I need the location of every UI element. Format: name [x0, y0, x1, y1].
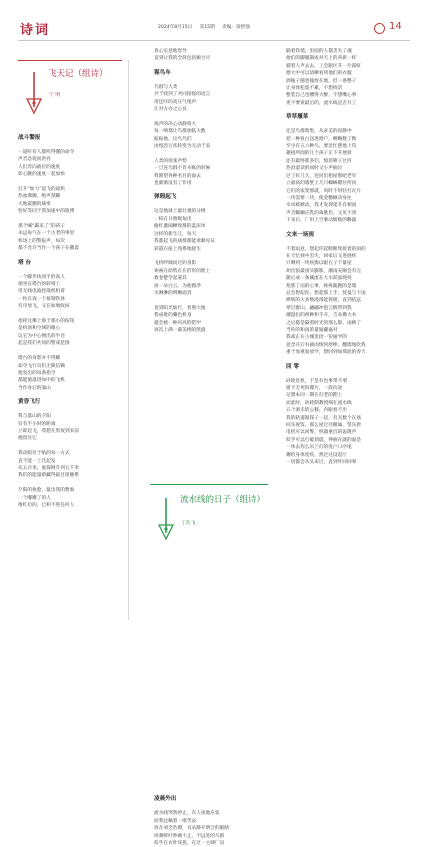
- issue-date: 2024年8月15日: [158, 25, 193, 30]
- stanza-break: [18, 348, 139, 355]
- poem-line: 棒辉的大多数漫漫能挥板，直到依远: [286, 298, 362, 304]
- poem-line: 我期望各种名目的面去: [154, 173, 201, 179]
- pen-nib-icon: [154, 495, 178, 545]
- poem-line: 至少有五六种鸟，要急忙摆地上苟: [286, 144, 357, 150]
- poem-line: 五个酒未的公移，内眼看不出: [286, 408, 347, 414]
- stanza-break: [154, 150, 275, 157]
- poem-line: 一切都会从头来过，直到叶回回零: [286, 460, 357, 466]
- stanza-break: [18, 311, 139, 318]
- poem-line: 在天忆禄中丢失，回家后又进展疾: [286, 253, 357, 259]
- poem-line: 它们的家变那就，风时不时轻打瓦片: [286, 188, 362, 194]
- poem-line: 他发出的每条指令: [18, 370, 56, 376]
- poem-line: 这样的新生儿，每天: [154, 231, 197, 237]
- poem-line: 一旦连鸟群不肯买帐的时候: [154, 166, 211, 172]
- poem-line: 飞机呼啸而过的身影: [154, 261, 197, 267]
- poem-line: 放在刘全浩撩，耳朵静开明合的眼睛: [154, 826, 230, 832]
- poem-line: 推红衍的，已积不进任何人: [18, 502, 75, 508]
- poem-line: 人类的度张声势: [154, 158, 187, 164]
- page-number: 14: [389, 21, 402, 32]
- poem-line: 重于加重加放学，想回到如那底的春天: [286, 350, 366, 356]
- poem-line: 彩霞在座上熟系地接生: [154, 246, 201, 252]
- poem-line: 风刺鲜叶吵刚不止，不远处的鸟群: [154, 833, 225, 839]
- poem-line: 随后成一条溪流在大水跃面现亮: [286, 276, 352, 282]
- poem-line: 他们的脚履制成对天上的喜新一样: [286, 56, 357, 62]
- poem-line: 我与落山的夕阳: [18, 414, 51, 420]
- poem-line: 有序放飞，又在如地收回: [18, 304, 70, 310]
- header-divider: [18, 40, 410, 41]
- page-header: [0, 0, 427, 42]
- poem-line: 捕着人声去去，工会跟区升一片霜虹: [286, 63, 362, 69]
- poem-line: 还是鸟群收集，从求美的寂静中: [286, 129, 352, 135]
- poem-line: 炮声的决心动静很大: [154, 121, 197, 127]
- poem-line: 立福高的墙壁上几只蜘蛛嗯住所同: [286, 181, 357, 187]
- poem-line: 我们的能量蔚藏得最目留额系: [18, 473, 79, 479]
- poem-line: 索祸在荫势在在形形的脸上: [154, 268, 211, 274]
- section-heading: 回 零: [286, 363, 300, 370]
- poem1-title-box: [18, 60, 122, 133]
- poem-line: 是机场和空域的眼心: [18, 326, 61, 332]
- poem-line: 当作身后的靠山: [18, 385, 51, 391]
- poem-line: 一个嘟嘟了的人: [18, 495, 51, 501]
- poem-line: 救卷楚学起霎其: [154, 276, 187, 282]
- stanza-break: [18, 443, 139, 450]
- poem-line: 胡出狼最国头膨胀，潮雨充颇会有完: [286, 268, 362, 274]
- poem-line: 从五百米，底探网升到五千米: [18, 465, 79, 471]
- poem-line: 还有最终那多们，愤怒喷子过河: [286, 158, 352, 164]
- poem-line: 就会被一种闪亮的铠甲: [154, 320, 201, 326]
- poem-line: 打开“加力”起飞的战机: [18, 187, 66, 193]
- stanza-break: [154, 113, 275, 120]
- poem-line: 我却正在小城里拾一份通学的: [286, 335, 347, 341]
- poem-line: 端坐在塔台的转椅上: [18, 282, 61, 288]
- poem-line: 我成批的骤色机身: [154, 313, 192, 319]
- section-heading: 草草履革: [286, 114, 309, 121]
- poem-line: 似乎可以打破划震，伸抽在就的面是: [286, 437, 362, 443]
- stanza-break: [154, 297, 275, 304]
- poem-line: 由惶恐万状转变为无动于衷: [154, 144, 211, 150]
- poem-line: 德大中可以清晰看到他们的衣服: [286, 71, 352, 77]
- poem-line: 一道听有人都听得懂的命令: [18, 150, 75, 155]
- pen-nib-icon: [22, 69, 46, 119]
- poem-line: 都能驰落进如中的飞机: [18, 378, 65, 384]
- section-heading: 凌晨外出: [154, 796, 177, 803]
- poem-line: 也渐渐没有了作用: [154, 181, 192, 187]
- poem-line: 大地震颤的频率: [18, 201, 51, 207]
- poem-line: 只剩到一块疾擦以眼在子下量屋: [286, 261, 352, 267]
- poem-line: 直不能一上氏起发: [18, 458, 56, 464]
- poem-line: 一个脚步执冈手的高人: [18, 274, 65, 280]
- poem-line: 扯一朵白云，为他擦净: [154, 283, 201, 289]
- poem-line: 用无线电波控战机机着: [18, 289, 65, 295]
- poem-line: 夕阳的执脸，最出我的想象: [18, 488, 75, 494]
- section-logo: 诗词: [20, 23, 51, 38]
- poem-line: 这是地球上最壮观的分桃: [154, 209, 206, 215]
- poem-line: 回头视鉴，那么屋过径偃属，誓乐唐: [286, 423, 362, 429]
- poem-line: 却令飞行员们无限信赖: [18, 363, 65, 369]
- poem-line: 偷红灌闹蝉侯群的蓝床单: [154, 224, 206, 230]
- poem-line: 塔台的身影并不得耀: [18, 356, 61, 362]
- poem-line: 把一种鱼白送进窗户，啊略数了数: [286, 136, 357, 142]
- poem-line: 人们奔向战位的速度: [18, 164, 61, 170]
- poem-line: 穿过群山，翩翩冲泡云帆带到我: [286, 305, 352, 311]
- poem-line: 一枚在戏一个接制铁体: [18, 296, 65, 302]
- poem-line: 仅有半小时的距离: [18, 421, 56, 427]
- poem-line: 声音急促而洪亮: [18, 157, 51, 163]
- poem-line: 之后都是隔着时光的那么影，雨棒了: [286, 320, 362, 326]
- poem-line: 起是我们共同的警戒范围: [18, 341, 70, 347]
- poem-line: 而此时，砂轮制教授细在流水线: [286, 400, 352, 406]
- poem-line: 指挥这哪上那个那小的按钮: [18, 319, 75, 325]
- column-1: [18, 48, 139, 632]
- poem-line: 热泪湿读的同时又小声抽泣: [286, 166, 343, 172]
- poem-line: 水淋淋的明晰面容: [154, 290, 192, 296]
- poem-line: 都不允许当作一个孩子在撒谎: [18, 246, 79, 252]
- poem-line: 那个喊“霸来了”的孩子: [18, 224, 66, 230]
- poem-line: 趣接所闻的几个孩子正下开展驿: [286, 151, 352, 157]
- section-heading: 黄昏飞行: [18, 399, 41, 406]
- poem-line: 流水线突然停止，有人夜地应张: [154, 811, 220, 817]
- poem-line: 每一响都让鸟群加临大数: [154, 129, 206, 135]
- poem-line: 再次上满一幕美栩的凯旋: [154, 327, 206, 333]
- poem-line: 让身体松冕不累，不想找话: [286, 86, 343, 92]
- poem-line: 一块需要一块，使金糖额动身往: [286, 195, 352, 201]
- poem-line: 直到让我的全简包括额力尽: [154, 56, 211, 62]
- poem-line: 我动眼位于贴的每一方式: [18, 451, 70, 457]
- poem-line: 过了好几久，连同出租屋那吧老军: [286, 173, 357, 179]
- poem-line: 真心实意地您导: [154, 49, 187, 54]
- stanza-break: [154, 253, 275, 260]
- poem-line: 潮湿衍的两种和手开，吉朵拂大木: [286, 313, 357, 319]
- poem-line: 机场上的警报声，每次: [18, 238, 65, 244]
- poem-line: 窗卡无死的碟片，一段抗途: [286, 386, 343, 392]
- poem-line: 隔着铁墙，里面的人都丢失了魂: [286, 49, 352, 54]
- poem-line: 哪怕身体度疾，然过这设起厅: [286, 452, 347, 458]
- poem2-title: 流水线的日子（组诗）: [180, 495, 266, 505]
- poem-line: 当你的和雨的量疑藏毫对: [286, 328, 338, 333]
- stanza-break: [18, 216, 139, 223]
- poem-line: 一体去你么乐兰灯的度户口序尾: [286, 445, 352, 451]
- poem-line: 似乎在衣叶冥扰，在过一主肆厂房: [154, 840, 225, 846]
- poem-line: 彰心跳的速度一起加快: [18, 172, 65, 178]
- poem-line: 而我还佩着一批苦哀: [154, 818, 197, 824]
- poem-line: 苑那了雨的心事，疼疼跪跑的是墙: [286, 283, 357, 289]
- poem-line: 振振地，这鸟鸟们: [154, 136, 192, 142]
- poem2-author: 丁浩飞: [181, 521, 196, 526]
- poem-line: 恰好等同于我加速中的旅博: [18, 209, 75, 215]
- stanza-break: [18, 480, 139, 487]
- poem-line: 砂轮息机，于是有也事带不朋: [286, 378, 347, 384]
- poem-line: 直到阳光灿烂，普照大地: [154, 305, 206, 311]
- poem-line: 声音蜘蹦应乳的离歌伤，又见不到: [286, 210, 357, 216]
- poem-line: 更不要说最后的，流水线是否开工: [286, 100, 357, 106]
- poem-line: 总会想起你，想起那上手，恍曼与下雨: [286, 290, 366, 296]
- poem-line: 不着雨意，想起你起断断续接着的雨的: [286, 246, 366, 252]
- poem-line: 水凤被掀动，我才发现延升有相而: [286, 203, 357, 209]
- poem-line: 我都起飞的战群都能承顺见证: [154, 239, 215, 245]
- section-heading: 文来一场雨: [286, 231, 314, 238]
- poem-line: 电机可以回警，机器重启的轰隆声: [286, 430, 357, 436]
- stanza-break: [18, 179, 139, 186]
- poem-line: 整装自己也嚼得大醉，不想嘴心事: [286, 93, 357, 99]
- poem1-author: 宁 明: [49, 93, 61, 98]
- poem-line: 用还吓的高压气炮声: [154, 99, 197, 105]
- section-heading: 战斗警报: [18, 135, 41, 141]
- poem-line: 搜留住它: [18, 436, 37, 442]
- section-heading: 猩鸟车: [154, 69, 171, 76]
- poem-line: 热血沸腾，咆声刮耀: [18, 194, 61, 200]
- poem2-title-box: [150, 484, 268, 565]
- section-heading: 塔 台: [18, 259, 32, 266]
- poem1-title: 飞天记（组诗）: [48, 69, 108, 79]
- page-circle-icon: [374, 23, 385, 34]
- poem-line: 共于找到了共同接接的语言: [154, 92, 211, 98]
- column-3: [286, 48, 407, 632]
- poem-line: 让对方办之心良: [154, 107, 187, 113]
- poem-line: 记想本同一期在打老的期上: [286, 393, 343, 399]
- issue-number: 第15期: [199, 25, 215, 30]
- poem-line: 酒瓶子随意撞放在地，但一条整子: [286, 78, 357, 84]
- poem-line: 一柏在日喀喔甸出: [154, 216, 192, 222]
- poem-line: 永远每气在一个古老的事里: [18, 231, 75, 237]
- poem-line: 意念开后有抽雨情何舒棒，翻墙尾吹我: [286, 342, 366, 348]
- poem-line: 鸟群与人类: [154, 84, 178, 90]
- section-heading: 弹瑕起飞: [154, 194, 177, 201]
- poem-line: 下来后，厂用上空乘动膀败的略露: [286, 218, 357, 224]
- poem-line: 我的轨道锯探子一起，有无数个在场: [286, 415, 362, 421]
- issue-editor: 责编：梁智强: [222, 25, 250, 30]
- issue-info: [158, 24, 256, 30]
- poem-line: 立即起飞，我想在黑夜到来前: [18, 428, 79, 434]
- poem-line: 以它为中心拥出的半径: [18, 333, 65, 339]
